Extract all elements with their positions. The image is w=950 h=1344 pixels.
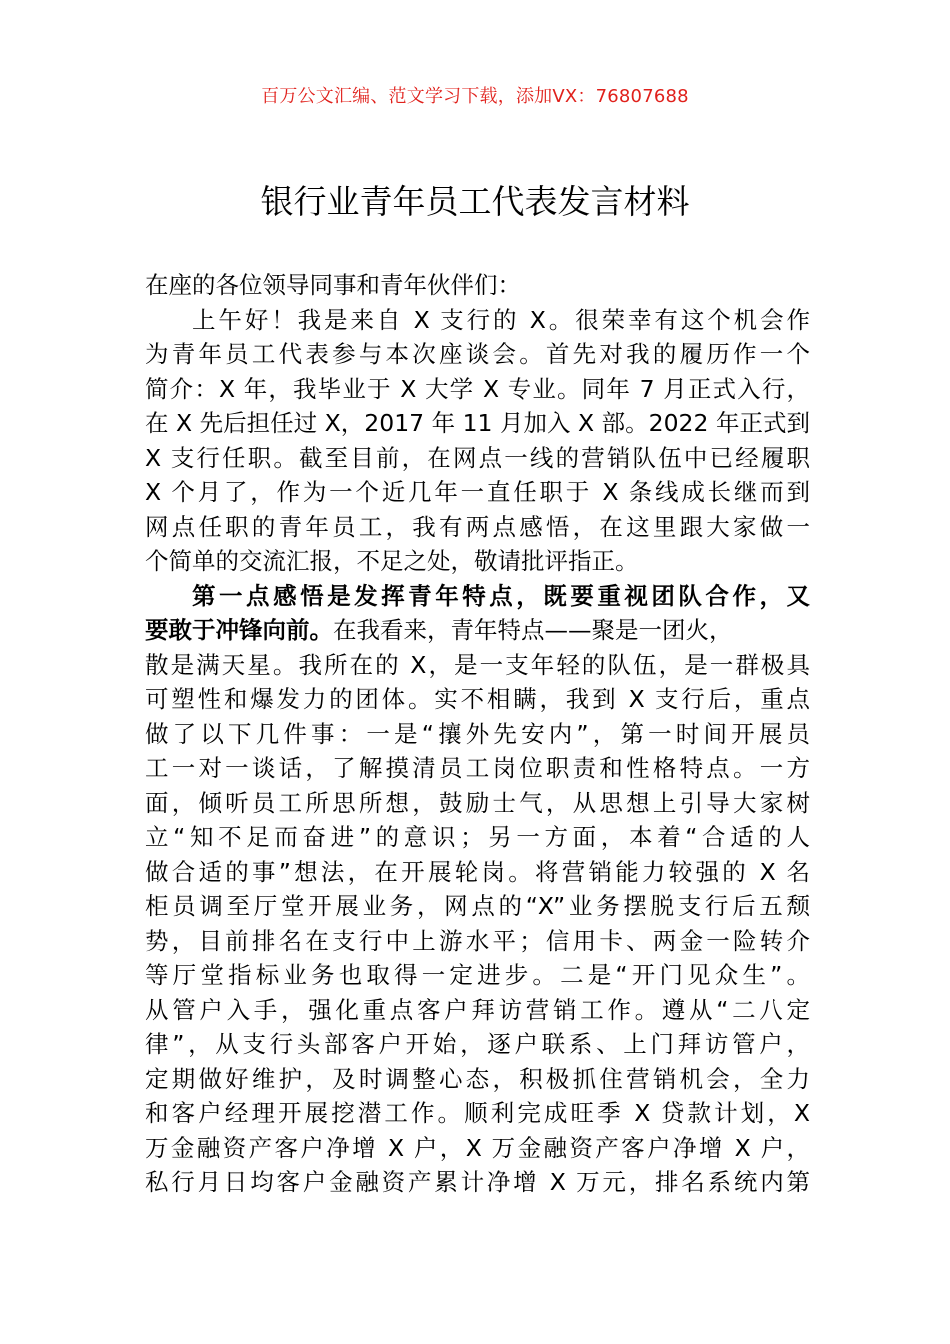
paragraph-line: 做了以下几件事：一是“攘外先安内”，第一时间开展员 bbox=[145, 719, 810, 748]
paragraph-line: 做合适的事”想法，在开展轮岗。将营销能力较强的 X 名 bbox=[145, 857, 810, 886]
paragraph-line: 在 X 先后担任过 X，2017 年 11 月加入 X 部。2022 年正式到 bbox=[145, 409, 810, 437]
header-note: 百万公文汇编、范文学习下载，添加VX：76807688 bbox=[261, 86, 689, 107]
paragraph-line: 为青年员工代表参与本次座谈会。首先对我的履历作一个 bbox=[145, 340, 810, 368]
paragraph-line: 从管户入手，强化重点客户拜访营销工作。遵从“二八定 bbox=[145, 995, 810, 1024]
page-title: 银行业青年员工代表发言材料 bbox=[260, 182, 690, 221]
bold-heading-end: 要敢于冲锋向前。 bbox=[145, 616, 333, 644]
paragraph-line: 上午好！我是来自 X 支行的 X。很荣幸有这个机会作 bbox=[192, 305, 810, 334]
paragraph-line: 散是满天星。我所在的 X，是一支年轻的队伍，是一群极具 bbox=[145, 650, 810, 679]
paragraph-line: 势，目前排名在支行中上游水平；信用卡、两金一险转介 bbox=[145, 926, 810, 955]
paragraph-line: 和客户经理开展挖潜工作。顺利完成旺季 X 贷款计划，X bbox=[145, 1099, 810, 1127]
bold-heading-line: 第一点感悟是发挥青年特点，既要重视团队合作，又 bbox=[192, 581, 810, 610]
salutation-line: 在座的各位领导同事和青年伙伴们： bbox=[145, 271, 521, 299]
paragraph-line: 面，倾听员工所思所想，鼓励士气，从思想上引导大家树 bbox=[145, 788, 810, 817]
paragraph-line: 立“知不足而奋进”的意识；另一方面，本着“合适的人 bbox=[145, 823, 810, 851]
paragraph-line: 简介：X 年，我毕业于 X 大学 X 专业。同年 7 月正式入行， bbox=[145, 374, 810, 403]
paragraph-line-continuation: 在我看来，青年特点——聚是一团火， bbox=[333, 616, 733, 644]
paragraph-line: 定期做好维护，及时调整心态，积极抓住营销机会，全力 bbox=[145, 1064, 810, 1093]
paragraph-line: 个简单的交流汇报，不足之处，敬请批评指正。 bbox=[145, 547, 639, 575]
paragraph-line bbox=[145, 613, 810, 648]
paragraph-line: 网点任职的青年员工，我有两点感悟，在这里跟大家做一 bbox=[145, 512, 810, 541]
paragraph-line: 工一对一谈话，了解摸清员工岗位职责和性格特点。一方 bbox=[145, 754, 810, 782]
paragraph-line: 私行月日均客户金融资产累计净增 X 万元，排名系统内第 bbox=[145, 1168, 810, 1196]
paragraph-line: 万金融资产客户净增 X 户，X 万金融资产客户净增 X 户， bbox=[145, 1133, 810, 1162]
paragraph-line: X 支行任职。截至目前，在网点一线的营销队伍中已经履职 bbox=[145, 443, 810, 472]
paragraph-line: 可塑性和爆发力的团体。实不相瞒，我到 X 支行后，重点 bbox=[145, 685, 810, 713]
paragraph-line: 柜员调至厅堂开展业务，网点的“X”业务摆脱支行后五颓 bbox=[145, 892, 810, 920]
paragraph-line: X 个月了，作为一个近几年一直任职于 X 条线成长继而到 bbox=[145, 478, 810, 506]
paragraph-line: 律”，从支行头部客户开始，逐户联系、上门拜访管户， bbox=[145, 1030, 810, 1058]
paragraph-line: 等厅堂指标业务也取得一定进步。二是“开门见众生”。 bbox=[145, 961, 810, 989]
document-body bbox=[145, 268, 810, 1200]
